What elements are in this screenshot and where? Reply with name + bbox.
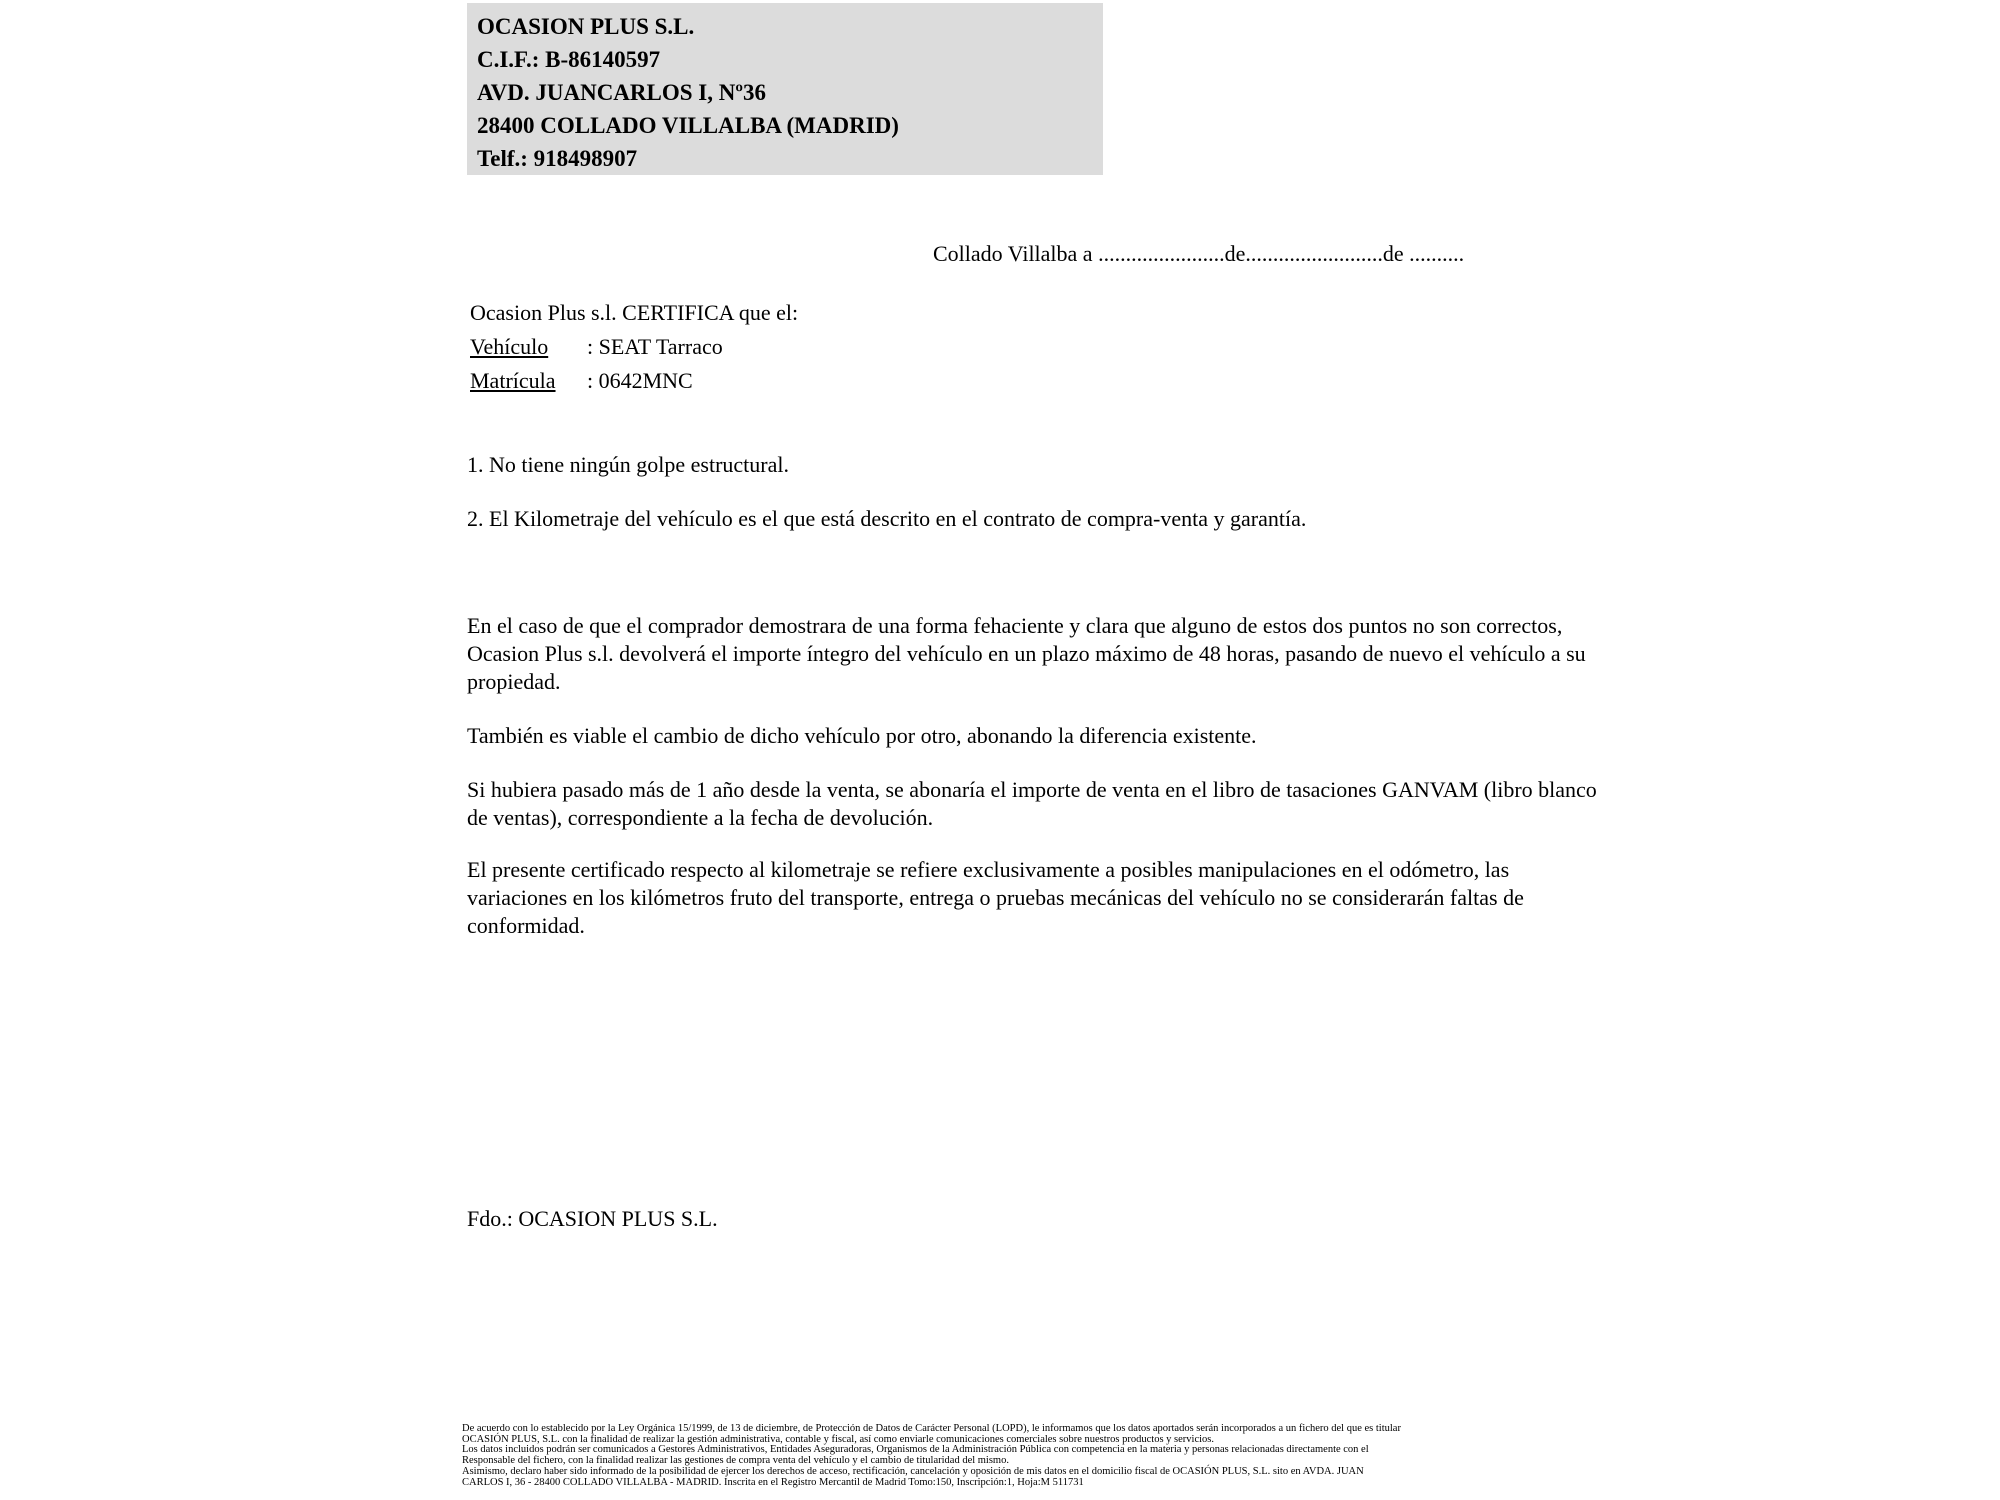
point-structural: 1. No tiene ningún golpe estructural. xyxy=(467,452,789,477)
plate-label: Matrícula xyxy=(470,368,556,393)
paragraph-refund: En el caso de que el comprador demostrara de una forma fehaciente y clara que alguno de estos dos puntos no son correctos, Ocasion Plus s.l. devolverá el importe íntegro del vehículo en un plazo máximo de 48 horas, pasando de nuevo el vehículo a su propiedad. xyxy=(467,613,1586,694)
legal-line: Responsable del fichero, con la finalidad realizar las gestiones de compra venta del vehículo y el cambio de titularidad del mismo. xyxy=(462,1455,1009,1467)
plate-value: : 0642MNC xyxy=(587,368,693,393)
date-line: Collado Villalba a .......................de.........................de .......... xyxy=(933,241,1465,266)
legal-line: CARLOS I, 36 - 28400 COLLADO VILLALBA - MADRID. Inscrita en el Registro Mercantil de Madrid Tomo:150, Inscripción:1, Hoja:M 511731 xyxy=(462,1476,1084,1488)
company-name: OCASION PLUS S.L. xyxy=(477,14,695,39)
company-city: 28400 COLLADO VILLALBA (MADRID) xyxy=(477,113,899,138)
legal-line: Asimismo, declaro haber sido informado de la posibilidad de ejercer los derechos de acceso, rectificación, cancelación y oposición de mis datos en el domicilio fiscal de OCASIÓN PLUS, S.L. sito en AVDA. JUAN xyxy=(462,1465,1364,1477)
vehicle-label: Vehículo xyxy=(470,334,549,359)
legal-line: Los datos incluidos podrán ser comunicados a Gestores Administrativos, Entidades Aseguradoras, Organismos de la Administración Pública con competencia en la materia y personas relacionadas directamente con el xyxy=(462,1444,1369,1456)
legal-line: OCASIÓN PLUS, S.L. con la finalidad de realizar la gestión administrativa, contable y fiscal, así como enviarle comunicaciones comerciales sobre nuestros productos y servicios. xyxy=(462,1433,1214,1445)
company-cif: C.I.F.: B-86140597 xyxy=(477,47,661,72)
signature-line: Fdo.: OCASION PLUS S.L. xyxy=(467,1206,718,1231)
vehicle-row xyxy=(470,330,798,364)
plate-row xyxy=(470,364,798,398)
legal-footer xyxy=(462,1424,1401,1488)
legal-line: De acuerdo con lo establecido por la Ley Orgánica 15/1999, de 13 de diciembre, de Protección de Datos de Carácter Personal (LOPD), le informamos que los datos aportados serán incorporados a un fichero del que es titular xyxy=(462,1423,1401,1434)
paragraph-exchange: También es viable el cambio de dicho vehículo por otro, abonando la diferencia existente. xyxy=(467,723,1257,748)
certification-intro: Ocasion Plus s.l. CERTIFICA que el: xyxy=(470,300,799,325)
company-phone: Telf.: 918498907 xyxy=(477,146,638,171)
company-address: AVD. JUANCARLOS I, Nº36 xyxy=(477,80,766,105)
paragraph-odometer: El presente certificado respecto al kilometraje se refiere exclusivamente a posibles manipulaciones en el odómetro, las variaciones en los kilómetros fruto del transporte, entrega o pruebas mecánicas del vehículo no se considerarán faltas de conformidad. xyxy=(467,857,1524,938)
point-mileage: 2. El Kilometraje del vehículo es el que está descrito en el contrato de compra-venta y garantía. xyxy=(467,506,1307,531)
paragraph-ganvam: Si hubiera pasado más de 1 año desde la venta, se abonaría el importe de venta en el libro de tasaciones GANVAM (libro blanco de ventas), correspondiente a la fecha de devolución. xyxy=(467,777,1597,830)
certification-block xyxy=(470,296,798,398)
vehicle-value: : SEAT Tarraco xyxy=(587,334,723,359)
company-header-block xyxy=(467,3,1103,175)
